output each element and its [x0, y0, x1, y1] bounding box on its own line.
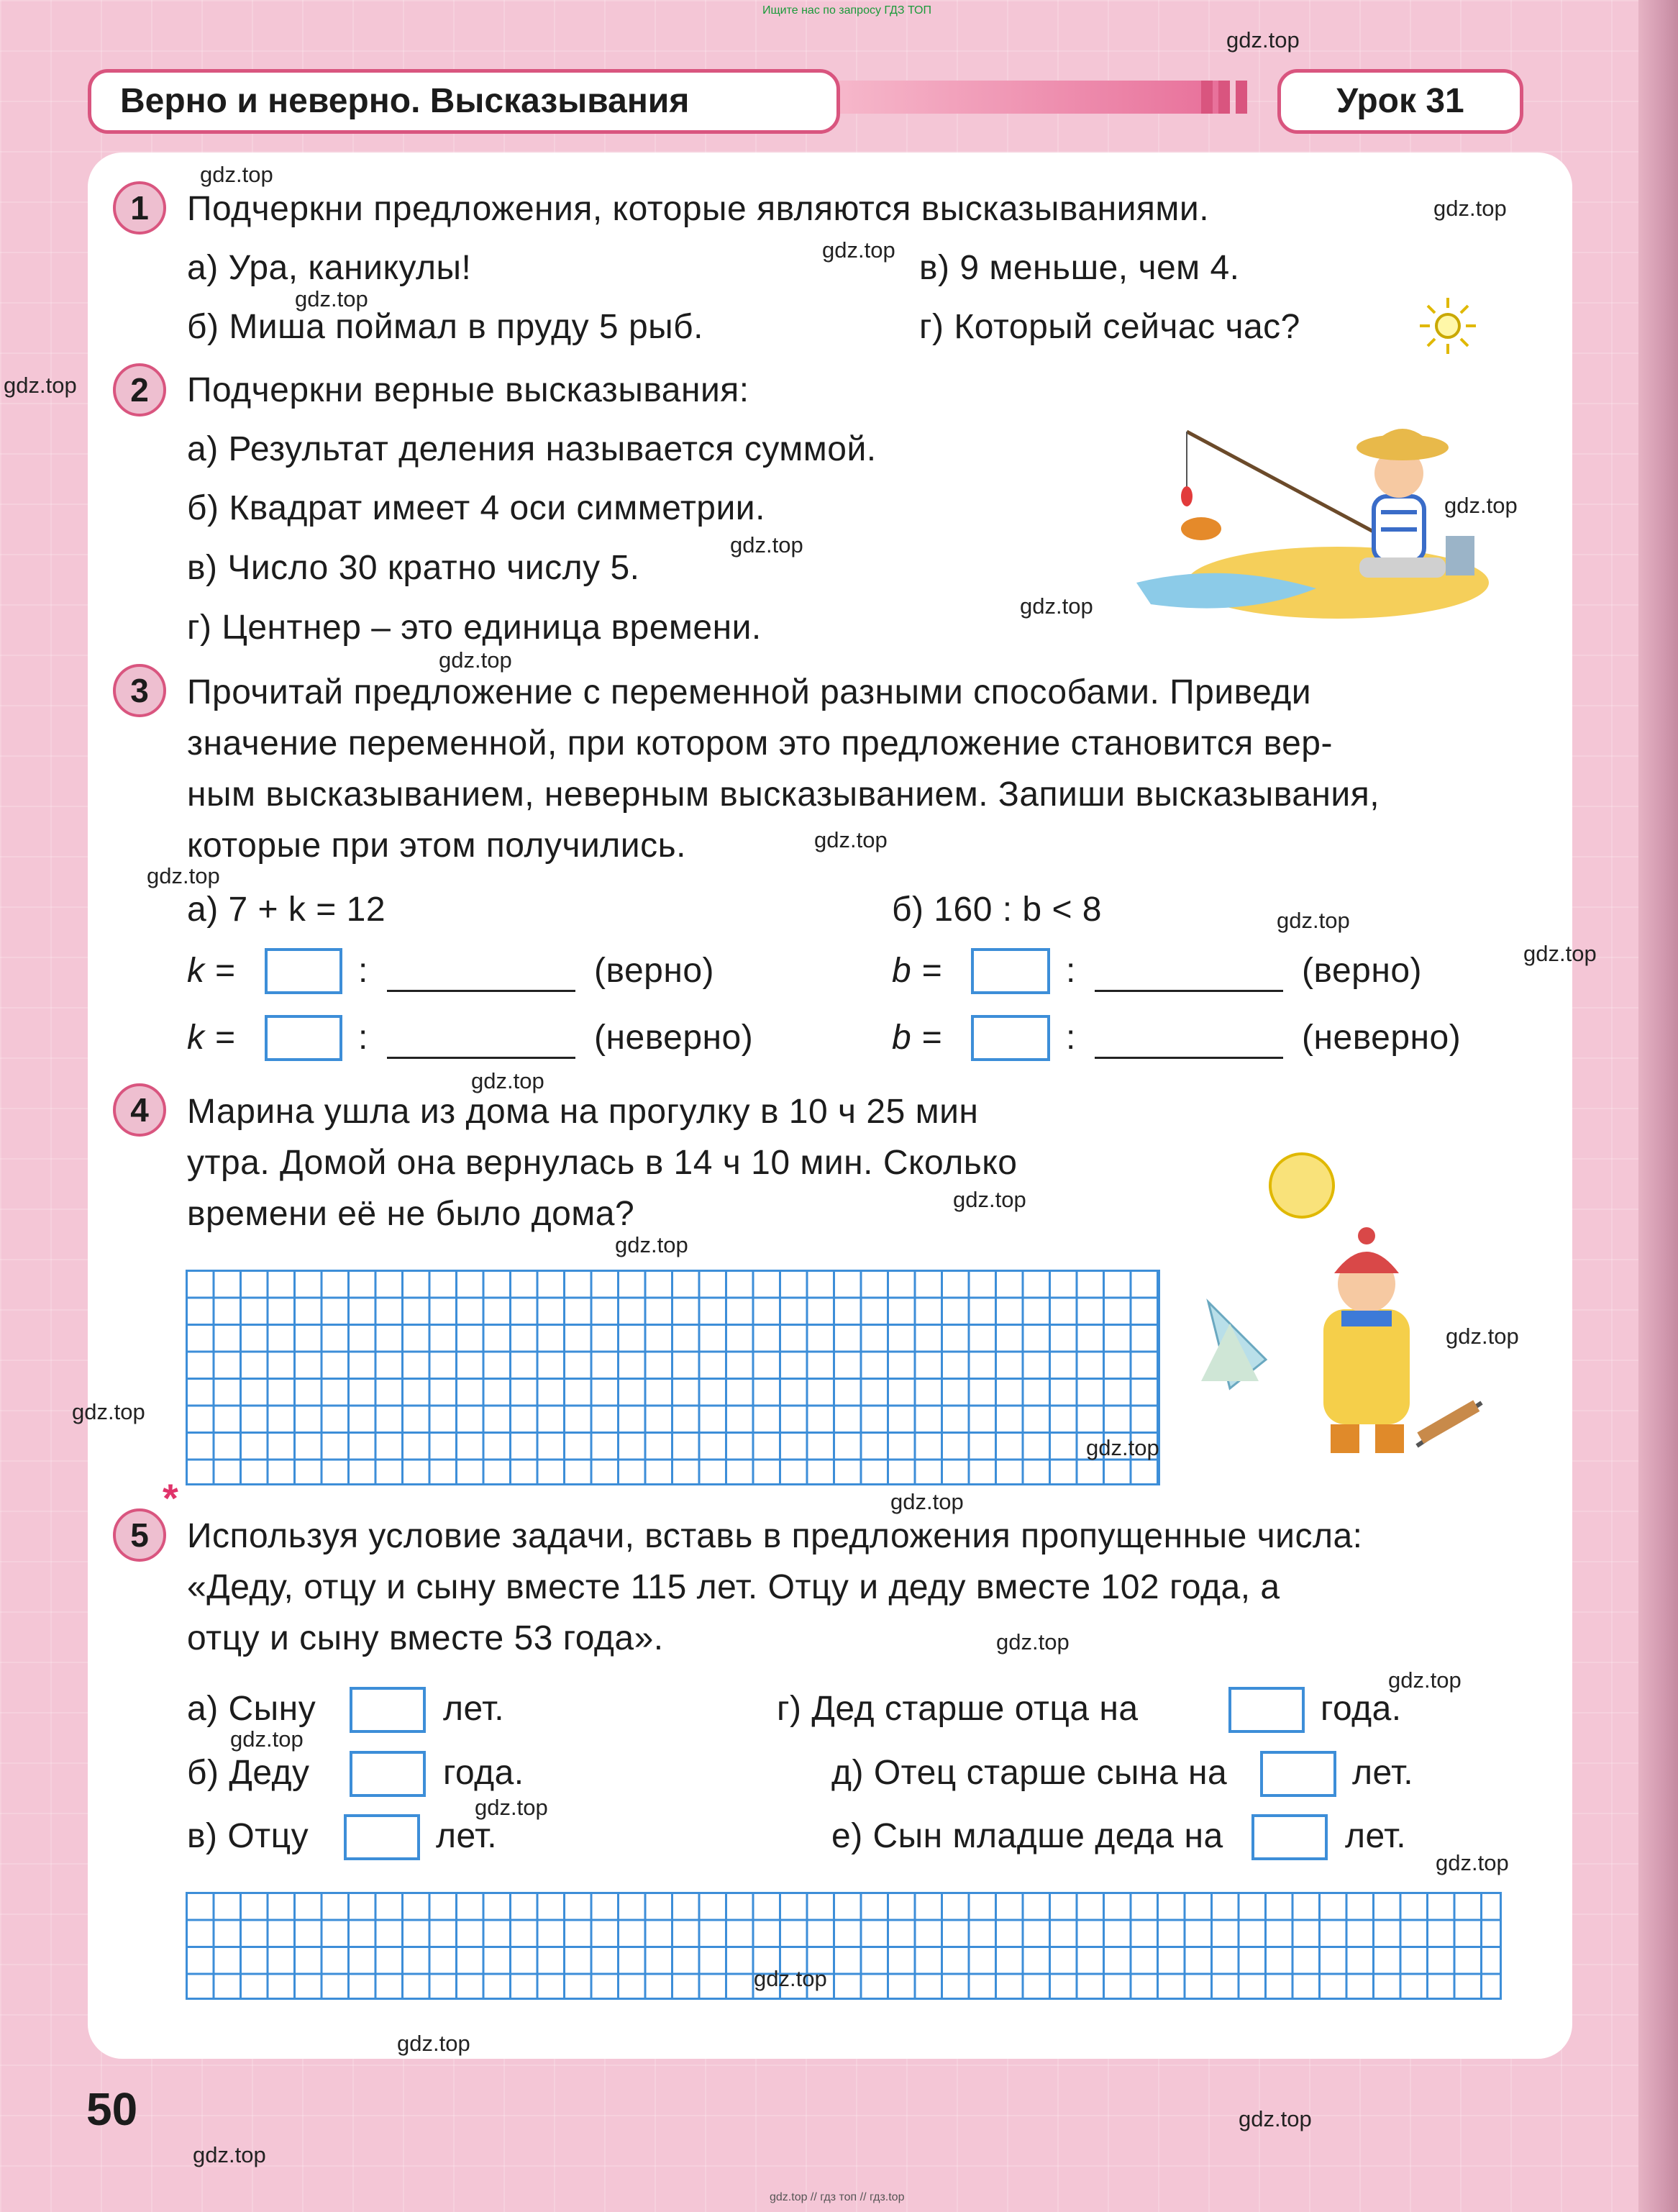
- task-5-line: отцу и сыну вместе 53 года».: [187, 1619, 664, 1657]
- lesson-title: Верно и неверно. Высказывания: [88, 69, 840, 134]
- task-1-item-g[interactable]: г) Который сейчас час?: [919, 308, 1300, 346]
- watermark: gdz.top: [996, 1629, 1070, 1655]
- task-3-var-label: k =: [187, 1019, 235, 1057]
- task-5-d-unit: лет.: [1352, 1754, 1414, 1792]
- task-5-g-answer-box[interactable]: [1228, 1687, 1305, 1733]
- watermark: gdz.top: [439, 647, 512, 673]
- colon: :: [358, 952, 368, 990]
- task-3-var-label: b =: [892, 1019, 942, 1057]
- task-5-e-label: е) Сын младше деда на: [831, 1817, 1223, 1855]
- task-3b-true-value-box[interactable]: [971, 948, 1050, 994]
- task-4-line: утра. Домой она вернулась в 14 ч 10 мин. Сколько: [187, 1144, 1018, 1182]
- task-3a-false-value-box[interactable]: [265, 1015, 342, 1061]
- colon: :: [358, 1019, 368, 1057]
- task-1-item-a[interactable]: а) Ура, каникулы!: [187, 249, 472, 287]
- watermark: gdz.top: [1277, 908, 1350, 933]
- task-3-var-label: b =: [892, 952, 942, 990]
- watermark: gdz.top: [1086, 1435, 1159, 1460]
- top-note: Ищите нас по запросу ГДЗ ТОП: [762, 4, 931, 17]
- task-3b-false-value-box[interactable]: [971, 1015, 1050, 1061]
- colon: :: [1066, 952, 1076, 990]
- task-3-var-label: k =: [187, 952, 235, 990]
- task-5-line: «Деду, отцу и сыну вместе 115 лет. Отцу и деду вместе 102 года, а: [187, 1568, 1280, 1606]
- task-3-expr-b: б) 160 : b < 8: [892, 891, 1102, 929]
- task-1-item-v[interactable]: в) 9 меньше, чем 4.: [919, 249, 1240, 287]
- task-3a-false-answer-line[interactable]: [387, 1057, 575, 1059]
- task-2-item[interactable]: г) Центнер – это единица времени.: [187, 609, 762, 647]
- watermark: gdz.top: [295, 286, 368, 311]
- task-1-number: 1: [113, 181, 166, 235]
- task-5-d-answer-box[interactable]: [1260, 1751, 1336, 1797]
- watermark: gdz.top: [193, 2142, 266, 2167]
- watermark: gdz.top: [1436, 1850, 1509, 1875]
- task-3-expr-a: а) 7 + k = 12: [187, 891, 386, 929]
- page-number: 50: [86, 2083, 138, 2135]
- task-3-line: значение переменной, при котором это предложение становится вер-: [187, 724, 1333, 763]
- colon: :: [1066, 1019, 1076, 1057]
- watermark: gdz.top: [475, 1795, 548, 1820]
- task-3a-true-answer-line[interactable]: [387, 990, 575, 992]
- task-5-answer-grid[interactable]: [186, 1892, 1502, 2000]
- task-2-number: 2: [113, 363, 166, 417]
- task-5-e-answer-box[interactable]: [1251, 1814, 1328, 1860]
- task-4-text: [187, 1086, 1017, 1239]
- task-2-item[interactable]: в) Число 30 кратно числу 5.: [187, 549, 640, 587]
- fishing-boy-illustration: [1122, 388, 1496, 626]
- task-2-item[interactable]: а) Результат деления называется суммой.: [187, 430, 877, 468]
- task-4-answer-grid[interactable]: [186, 1270, 1160, 1485]
- watermark: gdz.top: [471, 1068, 544, 1093]
- watermark: gdz.top: [1523, 941, 1597, 966]
- watermark: gdz.top: [754, 1966, 827, 1991]
- task-5-text: [187, 1511, 1363, 1664]
- task-3-line: которые при этом получились.: [187, 827, 686, 865]
- task-5-b-unit: года.: [443, 1754, 524, 1792]
- task-2-item[interactable]: б) Квадрат имеет 4 оси симметрии.: [187, 489, 765, 527]
- task-5-b-answer-box[interactable]: [350, 1751, 426, 1797]
- task-2-text: Подчеркни верные высказывания:: [187, 371, 749, 409]
- watermark: gdz.top: [1446, 1324, 1519, 1349]
- task-5-g-label: г) Дед старше отца на: [777, 1690, 1139, 1728]
- watermark: gdz.top: [1020, 593, 1093, 619]
- watermark: gdz.top: [890, 1489, 964, 1514]
- task-5-line: Используя условие задачи, вставь в предложения пропущенные числа:: [187, 1517, 1363, 1555]
- sun-icon: [1415, 293, 1480, 358]
- task-5-b-label: б) Деду: [187, 1754, 310, 1792]
- task-1-item-b[interactable]: б) Миша поймал в пруду 5 рыб.: [187, 308, 703, 346]
- task-3-number: 3: [113, 664, 166, 717]
- task-5-a-unit: лет.: [443, 1690, 505, 1728]
- watermark: gdz.top: [1444, 493, 1518, 518]
- task-5-v-answer-box[interactable]: [344, 1814, 420, 1860]
- true-label: (верно): [594, 952, 715, 990]
- watermark: gdz.top: [822, 237, 895, 263]
- task-5-a-answer-box[interactable]: [350, 1687, 426, 1733]
- watermark: gdz.top: [615, 1232, 688, 1257]
- task-4-line: Марина ушла из дома на прогулку в 10 ч 25 мин: [187, 1093, 979, 1131]
- watermark: gdz.top: [72, 1399, 145, 1424]
- task-5-g-unit: года.: [1321, 1690, 1402, 1728]
- header-stripes: [1201, 81, 1259, 114]
- difficulty-star-icon: *: [163, 1475, 178, 1521]
- task-5-v-label: в) Отцу: [187, 1817, 309, 1855]
- task-3b-true-answer-line[interactable]: [1095, 990, 1283, 992]
- watermark: gdz.top: [1433, 196, 1507, 221]
- watermark: gdz.top: [147, 863, 220, 888]
- false-label: (неверно): [594, 1019, 754, 1057]
- book-spine: [1638, 0, 1678, 2212]
- watermark: gdz.top: [730, 532, 803, 557]
- task-4-line: времени её не было дома?: [187, 1195, 635, 1233]
- watermark: gdz.top: [4, 373, 77, 398]
- task-5-d-label: д) Отец старше сына на: [831, 1754, 1228, 1792]
- winter-girl-illustration: [1187, 1144, 1489, 1475]
- header-bar: [834, 81, 1223, 114]
- watermark: gdz.top: [1388, 1667, 1462, 1693]
- watermark: gdz.top: [1239, 2106, 1312, 2131]
- false-label: (неверно): [1302, 1019, 1462, 1057]
- task-1-text: Подчеркни предложения, которые являются высказываниями.: [187, 190, 1210, 228]
- task-5-v-unit: лет.: [436, 1817, 498, 1855]
- task-3a-true-value-box[interactable]: [265, 948, 342, 994]
- bottom-note: gdz.top // гдз топ // гдз.top: [770, 2191, 905, 2203]
- task-5-a-label: а) Сыну: [187, 1690, 316, 1728]
- watermark: gdz.top: [814, 827, 888, 852]
- true-label: (верно): [1302, 952, 1423, 990]
- task-3-line: ным высказыванием, неверным высказыванием. Запиши высказывания,: [187, 775, 1380, 814]
- task-5-number: 5: [113, 1508, 166, 1562]
- watermark: gdz.top: [1226, 27, 1300, 53]
- lesson-number: Урок 31: [1277, 69, 1523, 134]
- task-4-number: 4: [113, 1083, 166, 1137]
- task-3b-false-answer-line[interactable]: [1095, 1057, 1283, 1059]
- watermark: gdz.top: [230, 1726, 304, 1752]
- watermark: gdz.top: [397, 2031, 470, 2056]
- watermark: gdz.top: [953, 1187, 1026, 1212]
- task-5-e-unit: лет.: [1345, 1817, 1407, 1855]
- watermark: gdz.top: [200, 162, 273, 187]
- task-3-line: Прочитай предложение с переменной разными способами. Приведи: [187, 673, 1312, 711]
